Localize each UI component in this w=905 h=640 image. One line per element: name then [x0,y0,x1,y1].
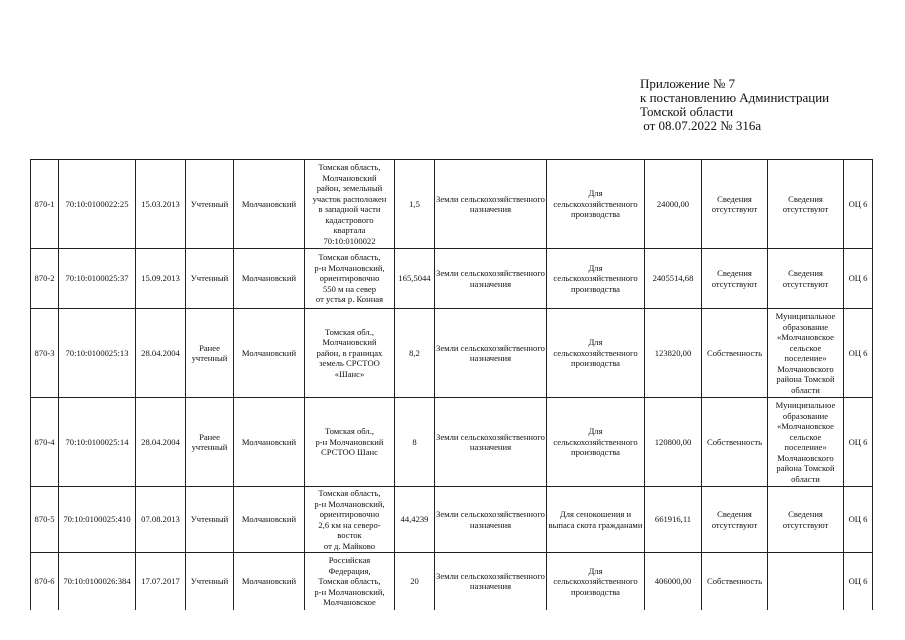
table-row [31,553,873,610]
cadastral-value: 120800,00 [645,398,702,487]
record-status: Ранее учтенный [186,309,234,398]
permitted-use: Для сельскохозяйственного производства [547,249,645,309]
right-holder: Муниципальное образование «Молчановское сельское поселение» Молчановского района Томской области [768,309,844,398]
land-category: Земли сельскохозяйственного назначения [435,249,547,309]
right-type: Собственность [702,309,768,398]
permitted-use: Для сенокошения и выпаса скота гражданами [547,487,645,553]
cadastral-number: 70:10:0100025:410 [59,487,136,553]
cadastral-value: 406000,00 [645,553,702,610]
land-category: Земли сельскохозяйственного назначения [435,398,547,487]
permitted-use: Для сельскохозяйственного производства [547,553,645,610]
cadastral-number: 70:10:0100025:14 [59,398,136,487]
permitted-use: Для сельскохозяйственного производства [547,160,645,249]
right-type: Сведения отсутствуют [702,249,768,309]
district: Молчановский [234,309,305,398]
row-number: 870-2 [31,249,59,309]
record-status: Учтенный [186,487,234,553]
table-row [31,249,873,309]
cadastral-value: 24000,00 [645,160,702,249]
registration-date: 17.07.2017 [136,553,186,610]
area: 44,4239 [395,487,435,553]
area: 8,2 [395,309,435,398]
cadastral-number: 70:10:0100026:384 [59,553,136,610]
right-holder: Сведения отсутствуют [768,249,844,309]
right-type: Собственность [702,553,768,610]
right-holder: Сведения отсутствуют [768,160,844,249]
right-holder: Сведения отсутствуют [768,487,844,553]
row-number: 870-3 [31,309,59,398]
row-number: 870-1 [31,160,59,249]
document-header [640,77,890,133]
land-plots-table [30,159,873,610]
registration-date: 28.04.2004 [136,309,186,398]
resolution-reference: к постановлению Администрации [640,90,830,105]
land-category: Земли сельскохозяйственного назначения [435,553,547,610]
cadastral-value: 123820,00 [645,309,702,398]
district: Молчановский [234,553,305,610]
location-address: Томская обл., р-н Молчановский СРСТОО Шанс [305,398,395,487]
land-category: Земли сельскохозяйственного назначения [435,487,547,553]
appendix-title: Приложение № 7 [640,76,736,91]
right-type: Собственность [702,398,768,487]
right-holder: Муниципальное образование «Молчановское сельское поселение» Молчановского района Томской области [768,398,844,487]
cadastral-value: 661916,11 [645,487,702,553]
cadastral-number: 70:10:0100025:37 [59,249,136,309]
location-address: Томская обл., Молчановский район, в границах земель СРСТОО «Шанс» [305,309,395,398]
district: Молчановский [234,249,305,309]
district: Молчановский [234,398,305,487]
area: 165,5044 [395,249,435,309]
right-holder [768,553,844,610]
record-status: Учтенный [186,160,234,249]
area: 8 [395,398,435,487]
area: 20 [395,553,435,610]
row-number: 870-6 [31,553,59,610]
table-row [31,160,873,249]
location-address: Томская область, р-н Молчановский, ориентировочно 550 м на север от устья р. Конная [305,249,395,309]
region-name: Томской области [640,104,734,119]
land-category: Земли сельскохозяйственного назначения [435,309,547,398]
code: ОЦ 6 [844,160,873,249]
code: ОЦ 6 [844,249,873,309]
record-status: Учтенный [186,553,234,610]
district: Молчановский [234,487,305,553]
code: ОЦ 6 [844,553,873,610]
cadastral-number: 70:10:0100022:25 [59,160,136,249]
location-address: Томская область, Молчановский район, земельный участок расположен в западной части кадастрового квартала 70:10:0100022 [305,160,395,249]
land-category: Земли сельскохозяйственного назначения [435,160,547,249]
cadastral-number: 70:10:0100025:13 [59,309,136,398]
registration-date: 07.08.2013 [136,487,186,553]
resolution-date: от 08.07.2022 № 316а [640,118,762,133]
location-address: Томская область, р-н Молчановский, ориентировочно 2,6 км на северо- восток от д. Майково [305,487,395,553]
code: ОЦ 6 [844,487,873,553]
registration-date: 28.04.2004 [136,398,186,487]
permitted-use: Для сельскохозяйственного производства [547,309,645,398]
row-number: 870-4 [31,398,59,487]
location-address: Российская Федерация, Томская область, р-н Молчановский, Молчановское [305,553,395,610]
record-status: Ранее учтенный [186,398,234,487]
registration-date: 15.03.2013 [136,160,186,249]
code: ОЦ 6 [844,309,873,398]
row-number: 870-5 [31,487,59,553]
right-type: Сведения отсутствуют [702,160,768,249]
table-row [31,398,873,487]
record-status: Учтенный [186,249,234,309]
table-row [31,309,873,398]
table-row [31,487,873,553]
right-type: Сведения отсутствуют [702,487,768,553]
cadastral-value: 2405514,68 [645,249,702,309]
code: ОЦ 6 [844,398,873,487]
district: Молчановский [234,160,305,249]
permitted-use: Для сельскохозяйственного производства [547,398,645,487]
area: 1,5 [395,160,435,249]
registration-date: 15.09.2013 [136,249,186,309]
